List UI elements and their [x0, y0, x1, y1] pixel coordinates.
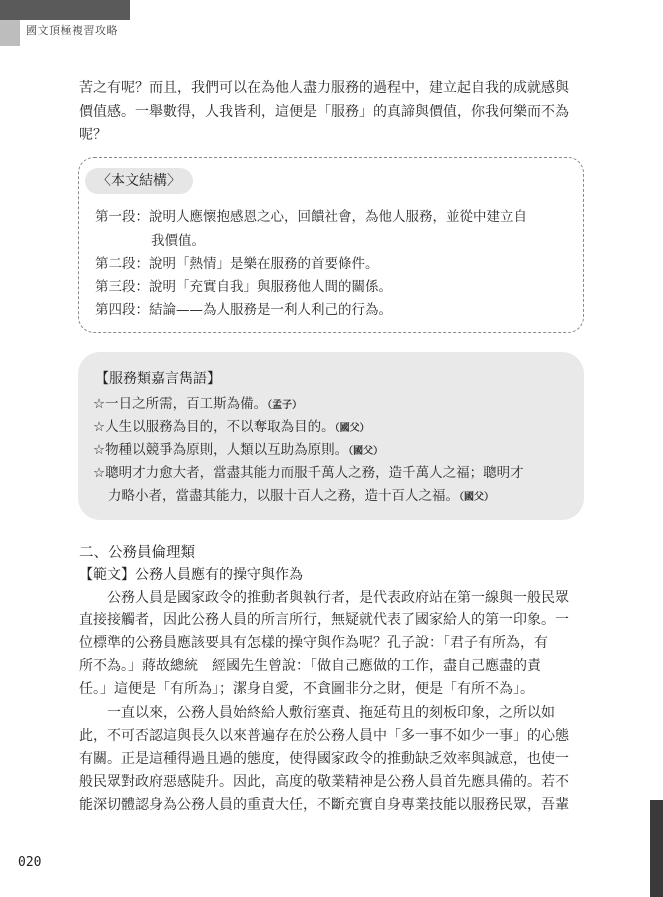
header-band [0, 0, 130, 20]
quote-attribution: （國父） [459, 492, 494, 503]
quote-item-continuation [108, 485, 494, 509]
quote-text: ☆人生以服務為目的，不以奪取為目的。 [93, 419, 335, 435]
body-line: 此，不可否認這與長久以來普遍存在於公務人員中「多一事不如少一事」的心態 [79, 728, 569, 744]
body-line: 直接接觸者，因此公務人員的所言所行，無疑就代表了國家給人的第一印象。一 [79, 612, 569, 628]
running-header: 國文頂極複習攻略 [26, 24, 118, 37]
body-line: 般民眾對政府惡感陡升。因此，高度的敬業精神是公務人員首先應具備的。若不 [79, 774, 569, 790]
body-line: 位標準的公務員應該要具有怎樣的操守與作為呢？孔子說：「君子有所為，有 [79, 635, 548, 651]
quote-text: 力略小者，當盡其能力，以服十百人之務，造十百人之福。 [108, 488, 459, 504]
page-number: 020 [18, 855, 42, 870]
quote-text: ☆一日之所需，百工斯為備。 [93, 396, 268, 412]
structure-item: 第四段：結論——為人服務是一利人利己的行為。 [95, 302, 392, 318]
quote-attribution: （孟子） [267, 400, 303, 411]
body-line: 有關。正是這種得過且過的態度，使得國家政令的推動缺乏效率與誠意，也使一 [79, 751, 569, 767]
body-line: 能深切體認身為公務人員的重責大任，不斷充實自身專業技能以服務民眾，吾輩 [79, 797, 569, 813]
section-title: 二、公務員倫理類 [79, 545, 195, 561]
header-tab-marker [0, 20, 20, 46]
quote-attribution: （國父） [348, 446, 384, 457]
body-line: 任。」這便是「有所為」；潔身自愛，不貪圖非分之財，便是「有所不為」。 [79, 681, 534, 697]
structure-item: 第一段：說明人應懷抱感恩之心，回饋社會，為他人服務，並從中建立自 [95, 209, 527, 225]
body-line: 一直以來，公務人員始終給人敷衍塞責、拖延苟且的刻板印象，之所以如 [79, 705, 555, 721]
quote-item [93, 439, 383, 463]
example-title: 【範文】公務人員應有的操守與作為 [79, 567, 303, 583]
structure-tag: 〈本文結構〉 [85, 168, 193, 194]
intro-line: 價值感。一舉數得，人我皆利，這便是「服務」的真諦與價值，你我何樂而不為 [79, 103, 569, 120]
quotes-title: 【服務類嘉言雋語】 [95, 371, 221, 387]
intro-paragraph [79, 77, 587, 148]
structure-item: 第三段：說明「充實自我」與服務他人間的關係。 [95, 279, 392, 295]
intro-line: 苦之有呢？而且，我們可以在為他人盡力服務的過程中，建立起自我的成就感與 [79, 80, 569, 96]
quote-text: ☆物種以競爭為原則，人類以互助為原則。 [93, 442, 349, 458]
corner-edge-bar [650, 800, 663, 897]
body-line: 所不為。」蔣故總統 經國先生曾說：「做自己應做的工作，盡自己應盡的責 [79, 658, 541, 674]
quote-attribution: （國父） [334, 423, 370, 434]
quote-item [93, 416, 370, 440]
intro-line: 呢？ [79, 127, 107, 143]
structure-item: 第二段：說明「熱情」是樂在服務的首要條件。 [95, 256, 379, 272]
quote-item [93, 462, 524, 484]
quote-text: ☆聰明才力愈大者，當盡其能力而服千萬人之務，造千萬人之福；聰明才 [93, 465, 524, 481]
body-line: 公務人員是國家政令的推動者與執行者，是代表政府站在第一線與一般民眾 [79, 590, 569, 606]
structure-item-continuation: 我價值。 [151, 233, 205, 249]
quote-item [93, 393, 302, 417]
